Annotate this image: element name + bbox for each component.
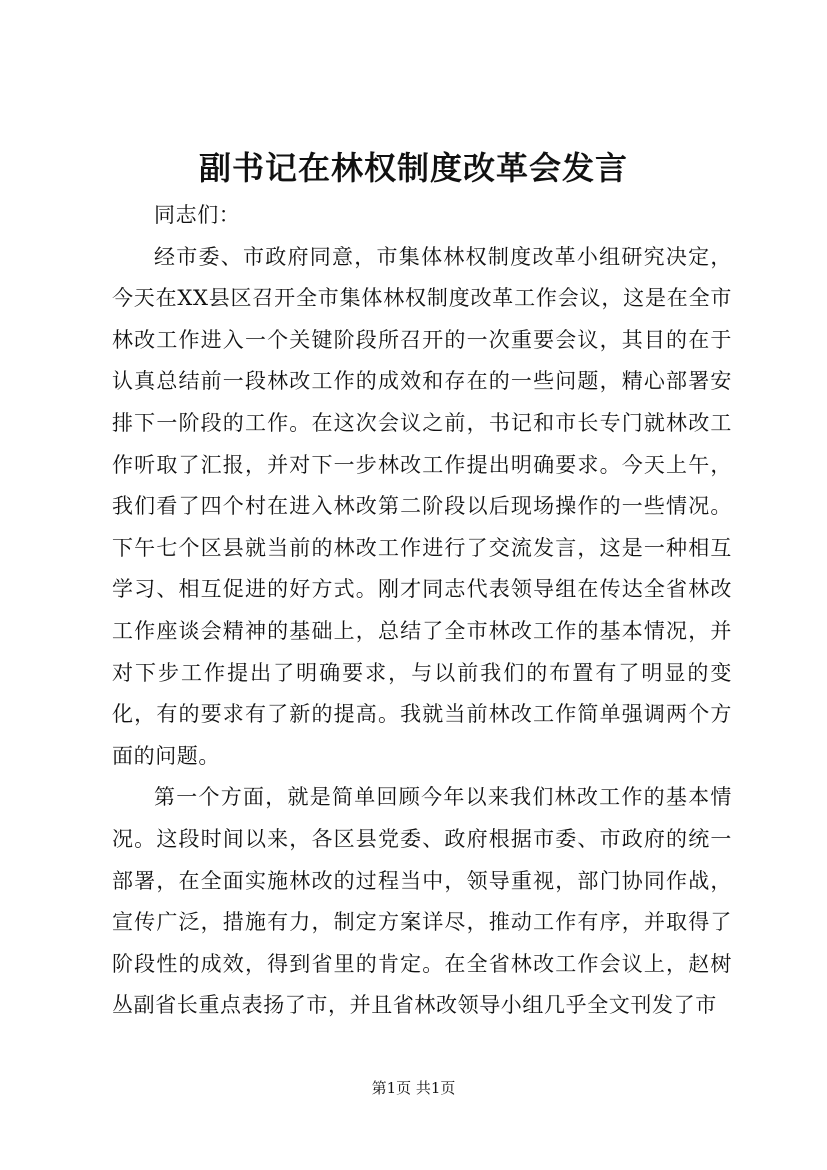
salutation: 同志们： <box>154 203 241 227</box>
paragraph-1: 经市委、市政府同意，市集体林权制度改革小组研究决定，今天在XX县区召开全市集体林权制度改革工作会议，这是在全市林改工作进入一个关键阶段所召开的一次重要会议，其目的在于认真总结前一段林改工作的成效和存在的一些问题，精心部署安排下一阶段的工作。在这次会议之前，书记和市长专门就林改工作听取了汇报，并对下一步林改工作提出明确要求。今天上午，我们看了四个村在进入林改第二阶段以后现场操作的一些情况。下午七个区县就当前的林改工作进行了交流发言，这是一种相互学习、相互促进的好方式。刚才同志代表领导组在传达全省林改工作座谈会精神的基础上，总结了全市林改工作的基本情况，并对下步工作提出了明确要求，与以前我们的布置有了明显的变化，有的要求有了新的提高。我就当前林改工作简单强调两个方面的问题。 <box>112 244 732 768</box>
document-title: 副书记在林权制度改革会发言 <box>198 149 628 187</box>
paragraph-2: 第一个方面，就是简单回顾今年以来我们林改工作的基本情况。这段时间以来，各区县党委、政府根据市委、市政府的统一部署，在全面实施林改的过程当中，领导重视，部门协同作战，宣传广泛，措施有力，制定方案详尽，推动工作有序，并取得了阶段性的成效，得到省里的肯定。在全省林改工作会议上，赵树丛副省长重点表扬了市，并且省林改领导小组几乎全文刊发了市 <box>112 785 732 1018</box>
document-body <box>112 195 732 1027</box>
page-footer: 第1页 共1页 <box>371 1079 456 1097</box>
